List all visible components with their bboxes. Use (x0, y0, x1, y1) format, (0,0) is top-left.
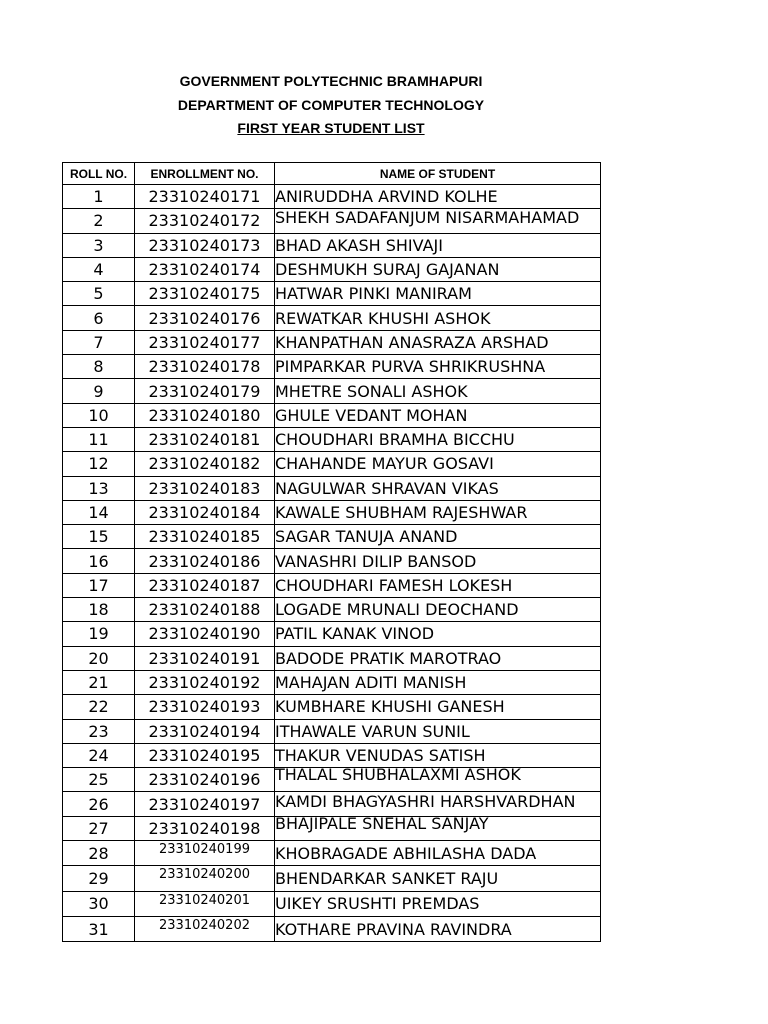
student-name-text: ANIRUDDHA ARVIND KOLHE (275, 187, 498, 207)
student-name-cell (275, 379, 601, 403)
student-name-cell (275, 209, 601, 233)
roll-number-cell: 28 (63, 841, 135, 866)
student-name-text: KUMBHARE KHUSHI GANESH (275, 697, 505, 717)
table-row (63, 452, 601, 476)
roll-number-cell: 2 (63, 209, 135, 233)
table-row (63, 743, 601, 767)
table-row (63, 185, 601, 209)
student-name-cell (275, 670, 601, 694)
student-name-text: GHULE VEDANT MOHAN (275, 405, 468, 425)
roll-number-cell: 7 (63, 330, 135, 354)
roll-number-cell: 14 (63, 500, 135, 524)
table-header-row (63, 163, 601, 185)
student-name-text: HATWAR PINKI MANIRAM (275, 284, 472, 304)
table-row (63, 768, 601, 792)
table-row (63, 622, 601, 646)
table-row (63, 573, 601, 597)
student-name-text: KHOBRAGADE ABHILASHA DADA (275, 843, 537, 863)
enrollment-number-cell: 23310240186 (135, 549, 275, 573)
student-name-text: CHOUDHARI BRAMHA BICCHU (275, 430, 515, 450)
table-row (63, 866, 601, 891)
roll-number-cell: 9 (63, 379, 135, 403)
table-row (63, 549, 601, 573)
enrollment-number-cell: 23310240194 (135, 719, 275, 743)
enrollment-number-cell: 23310240193 (135, 695, 275, 719)
roll-number-cell: 22 (63, 695, 135, 719)
column-header-enrollment-no: ENROLLMENT NO. (135, 163, 275, 185)
roll-number-cell: 31 (63, 916, 135, 941)
enrollment-number-cell: 23310240192 (135, 670, 275, 694)
table-row (63, 427, 601, 451)
roll-number-cell: 8 (63, 355, 135, 379)
roll-number-cell: 6 (63, 306, 135, 330)
student-name-cell (275, 841, 601, 866)
table-row (63, 719, 601, 743)
roll-number-cell: 20 (63, 646, 135, 670)
student-name-cell (275, 233, 601, 257)
student-name-text: KAWALE SHUBHAM RAJESHWAR (275, 503, 528, 522)
student-name-cell (275, 549, 601, 573)
table-row (63, 598, 601, 622)
enrollment-number-cell: 23310240181 (135, 427, 275, 451)
student-name-text: PATIL KANAK VINOD (275, 624, 435, 644)
student-name-text: MHETRE SONALI ASHOK (275, 381, 468, 401)
roll-number-cell: 16 (63, 549, 135, 573)
roll-number-cell: 10 (63, 403, 135, 427)
student-name-cell (275, 622, 601, 646)
roll-number-cell: 30 (63, 891, 135, 916)
table-row (63, 379, 601, 403)
table-row (63, 816, 601, 840)
enrollment-number-cell: 23310240191 (135, 646, 275, 670)
student-name-cell (275, 765, 601, 792)
table-row (63, 257, 601, 281)
roll-number-cell: 24 (63, 743, 135, 767)
table-row (63, 330, 601, 354)
enrollment-number-cell: 23310240178 (135, 355, 275, 379)
enrollment-number-cell: 23310240176 (135, 306, 275, 330)
student-name-cell (275, 185, 601, 209)
institute-title: GOVERNMENT POLYTECHNIC BRAMHAPURI (179, 73, 483, 89)
student-name-cell (275, 306, 601, 330)
student-name-cell (275, 813, 601, 840)
student-name-cell (275, 500, 601, 524)
roll-number-cell: 5 (63, 282, 135, 306)
table-row (63, 500, 601, 524)
enrollment-number-cell: 23310240201 (135, 891, 275, 916)
table-row (63, 841, 601, 866)
enrollment-number-cell: 23310240183 (135, 476, 275, 500)
roll-number-cell: 12 (63, 452, 135, 476)
table-row (63, 695, 601, 719)
student-name-text: KAMDI BHAGYASHRI HARSHVARDHAN (275, 791, 576, 811)
student-name-cell (275, 598, 601, 622)
roll-number-cell: 1 (63, 185, 135, 209)
table-row (63, 525, 601, 549)
student-name-cell (275, 916, 601, 941)
table-row (63, 355, 601, 379)
student-name-cell (275, 525, 601, 549)
student-name-text: PIMPARKAR PURVA SHRIKRUSHNA (275, 357, 546, 377)
student-name-text: BHENDARKAR SANKET RAJU (275, 868, 499, 888)
enrollment-number-cell: 23310240187 (135, 573, 275, 597)
enrollment-number-cell: 23310240180 (135, 403, 275, 427)
student-name-cell (275, 792, 601, 816)
enrollment-number-cell: 23310240197 (135, 792, 275, 816)
student-name-text: REWATKAR KHUSHI ASHOK (275, 308, 491, 328)
student-name-cell (275, 573, 601, 597)
enrollment-number-cell: 23310240198 (135, 816, 275, 840)
department-title: DEPARTMENT OF COMPUTER TECHNOLOGY (177, 97, 485, 113)
roll-number-cell: 25 (63, 768, 135, 792)
enrollment-number-cell: 23310240177 (135, 330, 275, 354)
student-name-cell (275, 257, 601, 281)
enrollment-number-cell: 23310240195 (135, 743, 275, 767)
enrollment-number-cell: 23310240196 (135, 768, 275, 792)
student-name-text: NAGULWAR SHRAVAN VIKAS (275, 478, 499, 498)
enrollment-number-cell: 23310240184 (135, 500, 275, 524)
table-row (63, 792, 601, 816)
student-name-text: LOGADE MRUNALI DEOCHAND (275, 600, 519, 620)
enrollment-number-cell: 23310240190 (135, 622, 275, 646)
student-name-text: DESHMUKH SURAJ GAJANAN (275, 260, 500, 280)
roll-number-cell: 29 (63, 866, 135, 891)
student-name-text: CHAHANDE MAYUR GOSAVI (275, 454, 494, 474)
enrollment-number-cell: 23310240174 (135, 257, 275, 281)
table-row (63, 891, 601, 916)
roll-number-cell: 4 (63, 257, 135, 281)
enrollment-number-cell: 23310240179 (135, 379, 275, 403)
student-name-cell (275, 719, 601, 743)
student-name-text: THALAL SHUBHALAXMI ASHOK (275, 765, 521, 785)
student-name-text: CHOUDHARI FAMESH LOKESH (275, 575, 513, 595)
student-name-text: SAGAR TANUJA ANAND (275, 527, 458, 547)
student-name-cell (275, 282, 601, 306)
student-name-text: UIKEY SRUSHTI PREMDAS (275, 894, 480, 914)
student-name-text: KHANPATHAN ANASRAZA ARSHAD (275, 332, 549, 352)
enrollment-number-cell: 23310240175 (135, 282, 275, 306)
student-name-cell (275, 403, 601, 427)
student-name-text: VANASHRI DILIP BANSOD (275, 551, 477, 571)
student-name-text: KOTHARE PRAVINA RAVINDRA (275, 919, 512, 939)
table-row (63, 306, 601, 330)
student-name-text: BADODE PRATIK MAROTRAO (275, 648, 502, 668)
enrollment-number-cell: 23310240172 (135, 209, 275, 233)
enrollment-number-cell: 23310240173 (135, 233, 275, 257)
table-row (63, 282, 601, 306)
student-name-text: BHAD AKASH SHIVAJI (275, 235, 443, 255)
student-name-cell (275, 427, 601, 451)
enrollment-number-cell: 23310240202 (135, 916, 275, 941)
student-name-text: MAHAJAN ADITI MANISH (275, 673, 467, 693)
roll-number-cell: 15 (63, 525, 135, 549)
table-row (63, 646, 601, 670)
enrollment-number-cell: 23310240200 (135, 866, 275, 891)
student-name-cell (275, 743, 601, 767)
student-name-cell (275, 452, 601, 476)
roll-number-cell: 17 (63, 573, 135, 597)
roll-number-cell: 23 (63, 719, 135, 743)
table-row (63, 670, 601, 694)
roll-number-cell: 18 (63, 598, 135, 622)
list-title: FIRST YEAR STUDENT LIST (237, 120, 425, 136)
student-name-text: SHEKH SADAFANJUM NISARMAHAMAD (275, 208, 580, 228)
enrollment-number-cell: 23310240171 (135, 185, 275, 209)
enrollment-number-cell: 23310240188 (135, 598, 275, 622)
student-name-cell (275, 891, 601, 916)
student-name-text: BHAJIPALE SNEHAL SANJAY (275, 813, 489, 833)
student-name-cell (275, 646, 601, 670)
enrollment-number-cell: 23310240185 (135, 525, 275, 549)
roll-number-cell: 19 (63, 622, 135, 646)
roll-number-cell: 27 (63, 816, 135, 840)
roll-number-cell: 26 (63, 792, 135, 816)
column-header-roll-no: ROLL NO. (63, 163, 135, 185)
enrollment-number-cell: 23310240199 (135, 841, 275, 866)
student-name-cell (275, 866, 601, 891)
student-list-table (62, 162, 601, 942)
roll-number-cell: 3 (63, 233, 135, 257)
table-row (63, 209, 601, 233)
roll-number-cell: 21 (63, 670, 135, 694)
student-name-text: THAKUR VENUDAS SATISH (275, 745, 486, 765)
table-row (63, 916, 601, 941)
enrollment-number-cell: 23310240182 (135, 452, 275, 476)
roll-number-cell: 11 (63, 427, 135, 451)
table-body (63, 185, 601, 942)
table-row (63, 403, 601, 427)
student-name-cell (275, 355, 601, 379)
student-name-cell (275, 330, 601, 354)
roll-number-cell: 13 (63, 476, 135, 500)
column-header-name-of-student: NAME OF STUDENT (275, 163, 601, 185)
table-row (63, 233, 601, 257)
table-row (63, 476, 601, 500)
student-name-cell (275, 476, 601, 500)
student-name-cell (275, 695, 601, 719)
student-name-text: ITHAWALE VARUN SUNIL (275, 721, 470, 741)
